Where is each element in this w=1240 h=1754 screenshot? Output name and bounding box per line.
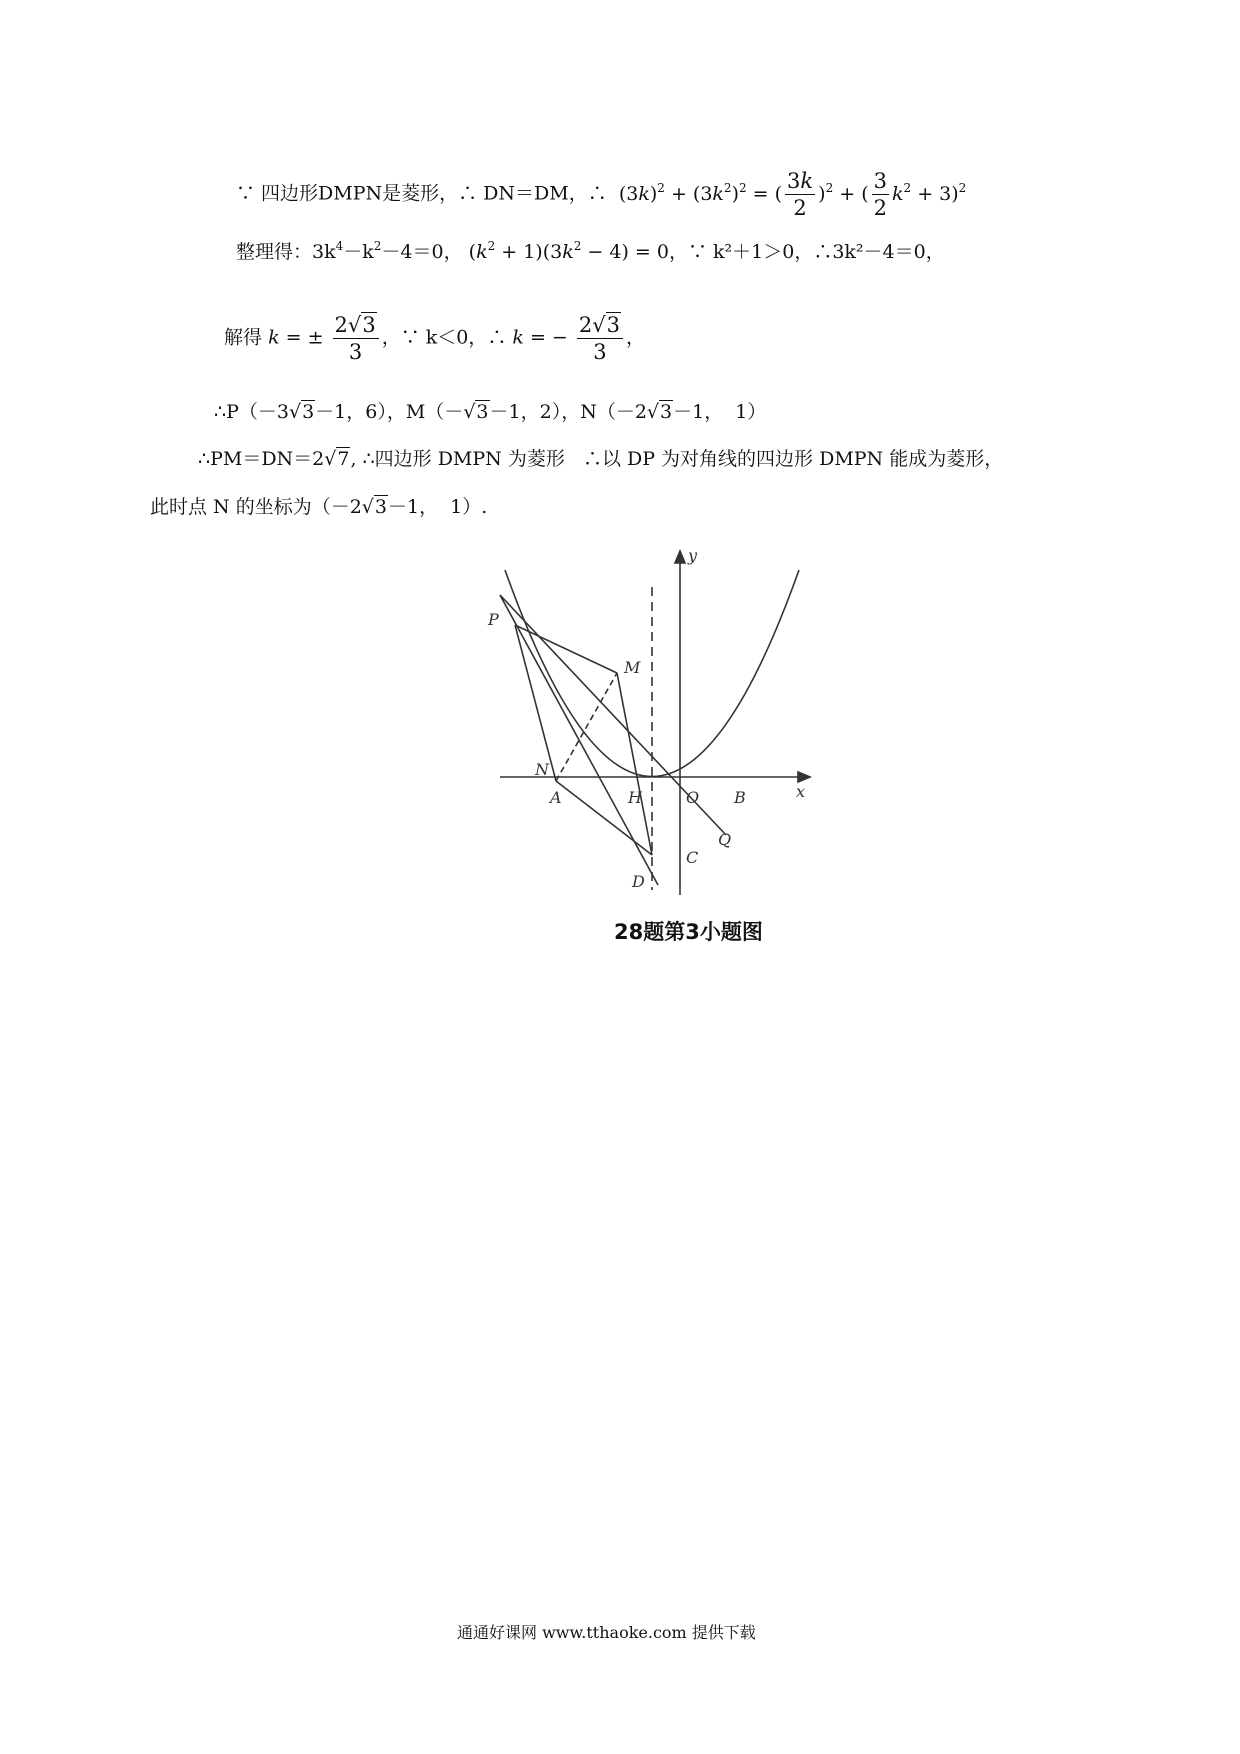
math: $(k^2 + 1)(3k^2 - 4) = 0$: [468, 239, 669, 263]
label-y: y: [688, 546, 698, 565]
line-md: [617, 673, 652, 855]
text: －k: [343, 241, 374, 263]
conclusion-line-1: ∴PM＝DN＝2√7, ∴四边形 DMPN 为菱形 ∴以 DP 为对角线的四边形 DMPN 能成为菱形，: [198, 448, 1004, 470]
label-p: P: [488, 610, 499, 629]
label-o: O: [686, 788, 700, 807]
label-c: C: [686, 848, 699, 867]
y-axis-arrow: [675, 551, 685, 563]
figure-caption: 28题第3小题图: [614, 920, 763, 944]
text: ∵ 四边形DMPN是菱形，∴ DN＝DM，∴: [236, 182, 607, 205]
footer-text: 通通好课网 www.tthaoke.com 提供下载: [457, 1623, 756, 1642]
parabola-figure: [480, 545, 840, 905]
point-labels: [487, 546, 805, 891]
label-d: D: [632, 872, 645, 891]
equation-line-3: 解得 k = ± $\frac{2√3}{3}$ ，∵ k＜0，∴ k = − $\frac{2√3}{3}$ ，: [224, 313, 646, 364]
label-b: B: [734, 788, 746, 807]
label-h: H: [628, 788, 642, 807]
label-m: M: [624, 658, 641, 677]
text: 整理得：3k: [236, 241, 336, 263]
label-q: Q: [718, 830, 732, 849]
text: ，∵ k²＋1＞0，∴3k²－4＝0，: [668, 241, 945, 263]
equation-line-2: 整理得：$3k^4-k^2-4=0$， $(k^2 + 1)(3k^2 - 4) = 0$，∵ k²＋1＞0，∴3k²－4＝0，: [236, 239, 945, 263]
text: ，∵ k＜0，∴: [381, 326, 507, 349]
text: 解得: [224, 326, 263, 349]
label-a: A: [550, 788, 562, 807]
conclusion-line-2: 此时点 N 的坐标为（－2√3－1， 1）.: [150, 496, 488, 518]
math: $(3k)^2 + (3k^2)^2$ = ( $\frac{3k}{2}$ )$^2$ + ( $\frac{3}{2}$ $k^2 + 3)^2$: [612, 169, 967, 220]
x-axis-arrow: [798, 772, 810, 782]
label-n: N: [535, 760, 549, 779]
label-x: x: [796, 782, 806, 801]
line-nm: [556, 673, 617, 781]
coordinates-line: ∴P（－3√3－1，6），M（－√3－1，2），N（－2√3－1， 1）: [214, 401, 767, 423]
equation-line-1: [236, 168, 966, 221]
text: －4＝0，: [381, 241, 463, 263]
